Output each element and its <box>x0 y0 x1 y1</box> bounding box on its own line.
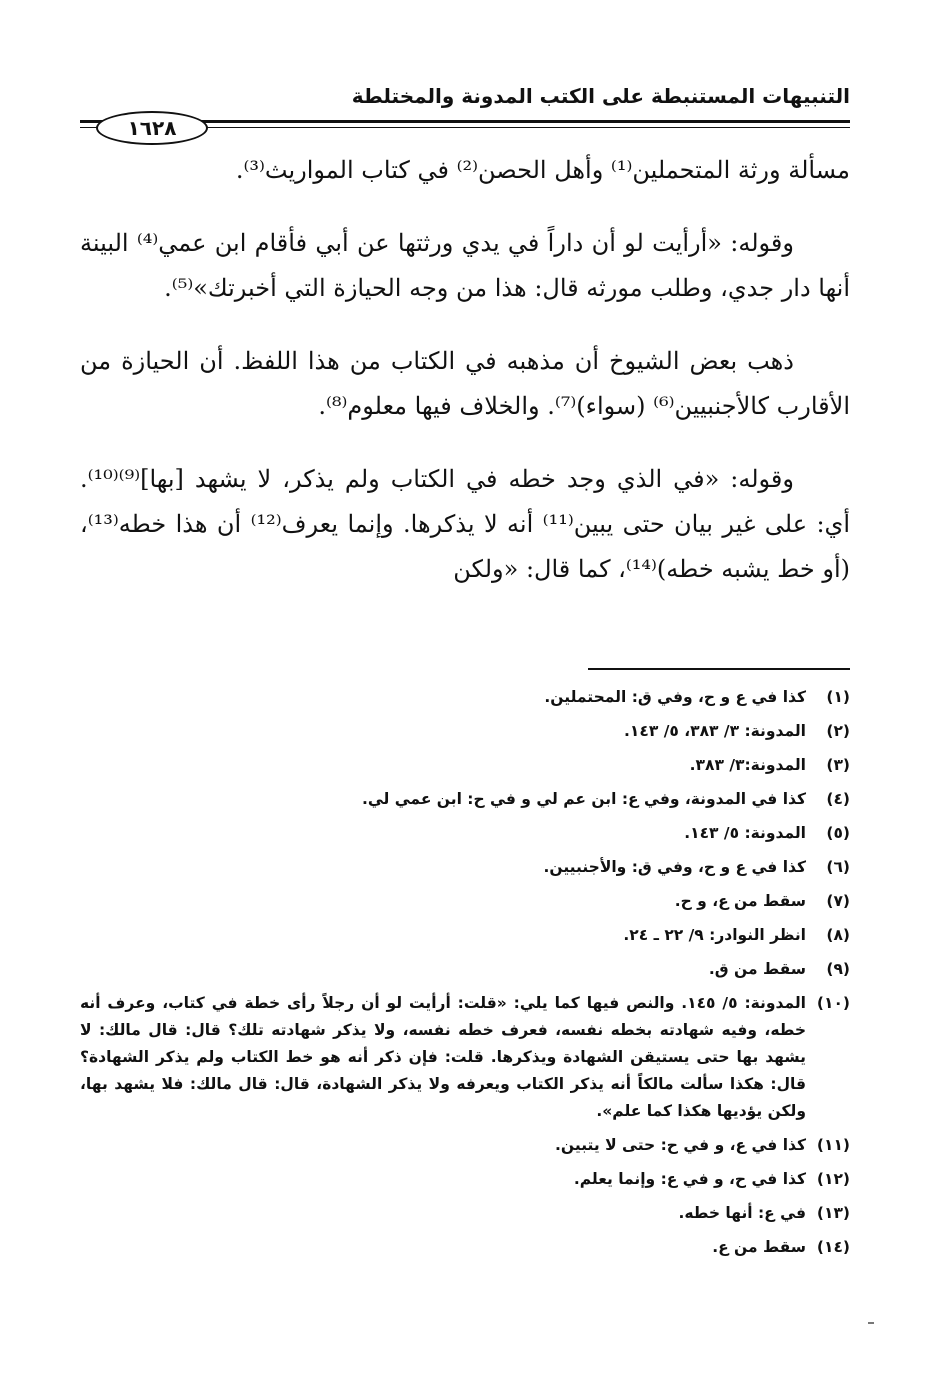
footnote <box>80 854 850 881</box>
page-number-badge: ١٦٢٨ <box>96 111 208 145</box>
footnote <box>80 718 850 745</box>
footnote-text: كذا في ع و ح، وفي ق: المحتملين. <box>544 688 806 706</box>
footnote <box>80 1200 850 1227</box>
footnote <box>80 1166 850 1193</box>
footnote-text: المدونة: ٥/ ١٤٣. <box>684 824 806 842</box>
footnote <box>80 1234 850 1261</box>
footnote-text: سقط من ع، و ح. <box>674 892 806 910</box>
footnote-number: (١٠) <box>816 994 850 1012</box>
footnote-number: (٤) <box>826 790 850 808</box>
footnote <box>80 956 850 983</box>
footnote <box>80 820 850 847</box>
footnote-number: (٢) <box>826 722 850 740</box>
footnote-text: كذا في ع و ح، وفي ق: والأجنبيين. <box>543 858 806 876</box>
footnote <box>80 990 850 1125</box>
footnote <box>80 922 850 949</box>
footnote-text: في ع: أنها خطه. <box>678 1204 806 1222</box>
footnote-number: (٩) <box>826 960 850 978</box>
footnote-number: (١) <box>826 688 850 706</box>
scan-speck <box>868 1322 874 1324</box>
footnote-text: المدونة: ٥/ ١٤٥. والنص فيها كما يلي: «قلت: أرأيت لو أن رجلاً رأى خطة في كتاب، وعرف أنه خطه، وفيه شهادته بخطه نفسه، فعرف خطه نفسه، ولا يذكر شهادته تلك؟ قال: قال مالك: لا يشهد بها حتى يستيقن الشهادة ويذكرها. قلت: فإن ذكر أنه هو خط الكتاب ولم يذكر الشهادة؟ قال: هكذا سألت مالكاً أنه يذكر الكتاب ويعرفه ولا يذكر الشهادة، قال: قال مالك: فلا يشهد بها، ولكن يؤديها هكذا كما علم». <box>80 994 806 1120</box>
footnote-number: (٧) <box>826 892 850 910</box>
footnote-number: (٣) <box>826 756 850 774</box>
footnote-text: المدونة: ٣/ ٣٨٣، ٥/ ١٤٣. <box>624 722 806 740</box>
footnote-text: انظر النوادر: ٩/ ٢٢ ـ ٢٤. <box>623 926 806 944</box>
footnote-text: المدونة:٣/ ٣٨٣. <box>689 756 806 774</box>
footnote-text: سقط من ق. <box>708 960 806 978</box>
footnote-text: كذا في المدونة، وفي ع: ابن عم لي و في ح: ابن عمي لي. <box>361 790 806 808</box>
paragraph: مسألة ورثة المتحملين⁽¹⁾ وأهل الحصن⁽²⁾ في كتاب المواريث⁽³⁾. <box>235 156 850 184</box>
footnote-number: (١١) <box>816 1136 850 1154</box>
running-title: التنبيهات المستنبطة على الكتب المدونة والمختلطة <box>351 84 850 108</box>
book-page <box>80 0 850 1376</box>
footnote-number: (٦) <box>826 858 850 876</box>
footnote-number: (١٤) <box>816 1238 850 1256</box>
footnote-number: (٨) <box>826 926 850 944</box>
footnote <box>80 786 850 813</box>
running-header <box>80 84 850 140</box>
paragraph: ذهب بعض الشيوخ أن مذهبه في الكتاب من هذا اللفظ. أن الحيازة من الأقارب كالأجنبيين⁽⁶⁾ (سواء)⁽⁷⁾. والخلاف فيها معلوم⁽⁸⁾. <box>80 347 850 420</box>
main-text <box>80 148 850 620</box>
footnote-number: (١٢) <box>816 1170 850 1188</box>
footnote-text: كذا في ع، و في ح: حتى لا يتبين. <box>555 1136 806 1154</box>
footnote-text: كذا في ح، و في ع: وإنما يعلم. <box>573 1170 806 1188</box>
footnote-text: سقط من ع. <box>712 1238 806 1256</box>
paragraph: وقوله: «في الذي وجد خطه في الكتاب ولم يذكر، لا يشهد [بها]⁽⁹⁾⁽¹⁰⁾. أي: على غير بيان حتى يبين⁽¹¹⁾ أنه لا يذكرها. وإنما يعرف⁽¹²⁾ أن هذا خطه⁽¹³⁾، (أو خط يشبه خطه)⁽¹⁴⁾، كما قال: «ولكن <box>80 465 850 583</box>
paragraph: وقوله: «أرأيت لو أن داراً في يدي ورثتها عن أبي فأقام ابن عمي⁽⁴⁾ البينة أنها دار جدي، وطلب مورثه قال: هذا من وجه الحيازة التي أخبرتك»⁽⁵⁾. <box>80 229 850 302</box>
footnote <box>80 684 850 711</box>
footnote <box>80 752 850 779</box>
footnotes <box>80 684 850 1268</box>
footnote <box>80 888 850 915</box>
footnote <box>80 1132 850 1159</box>
footnote-number: (١٣) <box>816 1204 850 1222</box>
footnote-number: (٥) <box>826 824 850 842</box>
footnote-divider <box>588 668 850 670</box>
